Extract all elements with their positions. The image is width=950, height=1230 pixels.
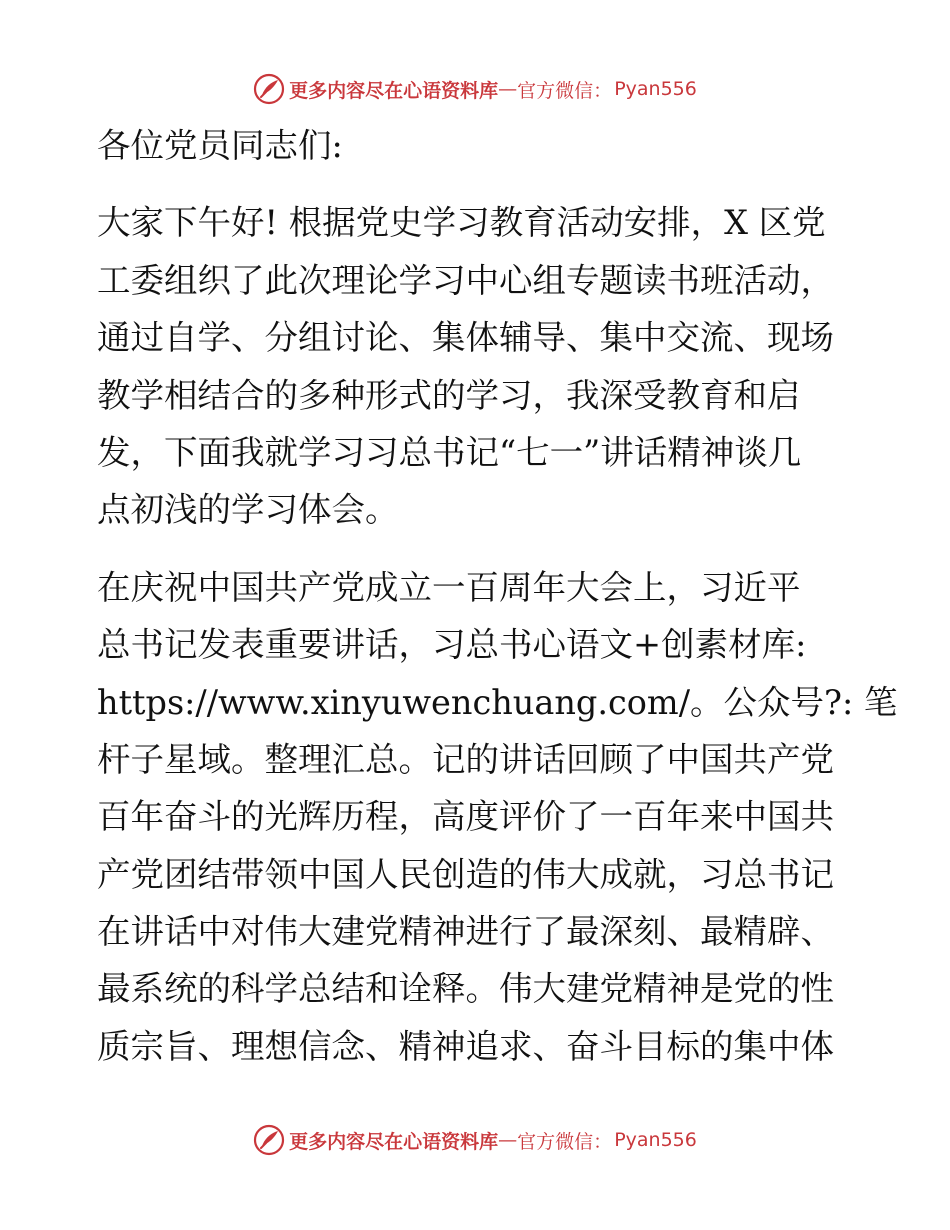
text-line: 杆子星域。整理汇总。记的讲话回顾了中国共产党 xyxy=(97,739,834,779)
text-line: 通过自学、分组讨论、集体辅导、集中交流、现场 xyxy=(97,318,834,358)
text-line: 总书记发表重要讲话，习总书心语文+创素材库: xyxy=(97,625,807,665)
text-line: 教学相结合的多种形式的学习，我深受教育和启 xyxy=(97,375,801,415)
quill-seal-icon xyxy=(253,73,285,105)
quill-seal-icon xyxy=(253,1124,285,1156)
text-line: 在庆祝中国共产党成立一百周年大会上，习近平 xyxy=(97,567,801,607)
footer-wechat-id: Pyan556 xyxy=(614,1129,697,1151)
text-line: 在讲话中对伟大建党精神进行了最深刻、最精辟、 xyxy=(97,912,834,952)
header-separator: — xyxy=(498,78,518,100)
header-wechat-label: 官方微信： xyxy=(517,79,613,102)
text-line: 大家下午好! 根据党史学习教育活动安排，X 区党 xyxy=(97,203,826,243)
footer-separator: — xyxy=(498,1129,518,1151)
greeting-paragraph xyxy=(97,117,857,174)
opening-paragraph xyxy=(97,194,857,538)
header-banner xyxy=(0,72,950,106)
text-line: https://www.xinyuwenchuang.com/。公众号?: 笔 xyxy=(97,682,898,722)
text-line: 百年奋斗的光辉历程，高度评价了一百年来中国共 xyxy=(97,797,834,837)
document-body xyxy=(97,117,898,1075)
header-brand-text: 更多内容尽在心语资料库 xyxy=(289,79,499,102)
footer-brand-text: 更多内容尽在心语资料库 xyxy=(289,1130,499,1153)
header-wechat-id: Pyan556 xyxy=(614,78,697,100)
text-line: 各位党员同志们: xyxy=(97,126,343,165)
text-line: 发，下面我就学习习总书记“七一”讲话精神谈几 xyxy=(97,432,802,472)
text-line: 产党团结带领中国人民创造的伟大成就，习总书记 xyxy=(97,854,834,894)
footer-wechat-label: 官方微信： xyxy=(517,1130,613,1153)
text-line: 质宗旨、理想信念、精神追求、奋斗目标的集中体 xyxy=(97,1026,834,1066)
text-line: 工委组织了此次理论学习中心组专题读书班活动， xyxy=(97,260,834,300)
text-line: 最系统的科学总结和诠释。伟大建党精神是党的性 xyxy=(97,969,834,1009)
text-line: 点初浅的学习体会。 xyxy=(97,490,399,530)
speech-paragraph xyxy=(97,559,898,1076)
footer-banner xyxy=(0,1123,950,1157)
